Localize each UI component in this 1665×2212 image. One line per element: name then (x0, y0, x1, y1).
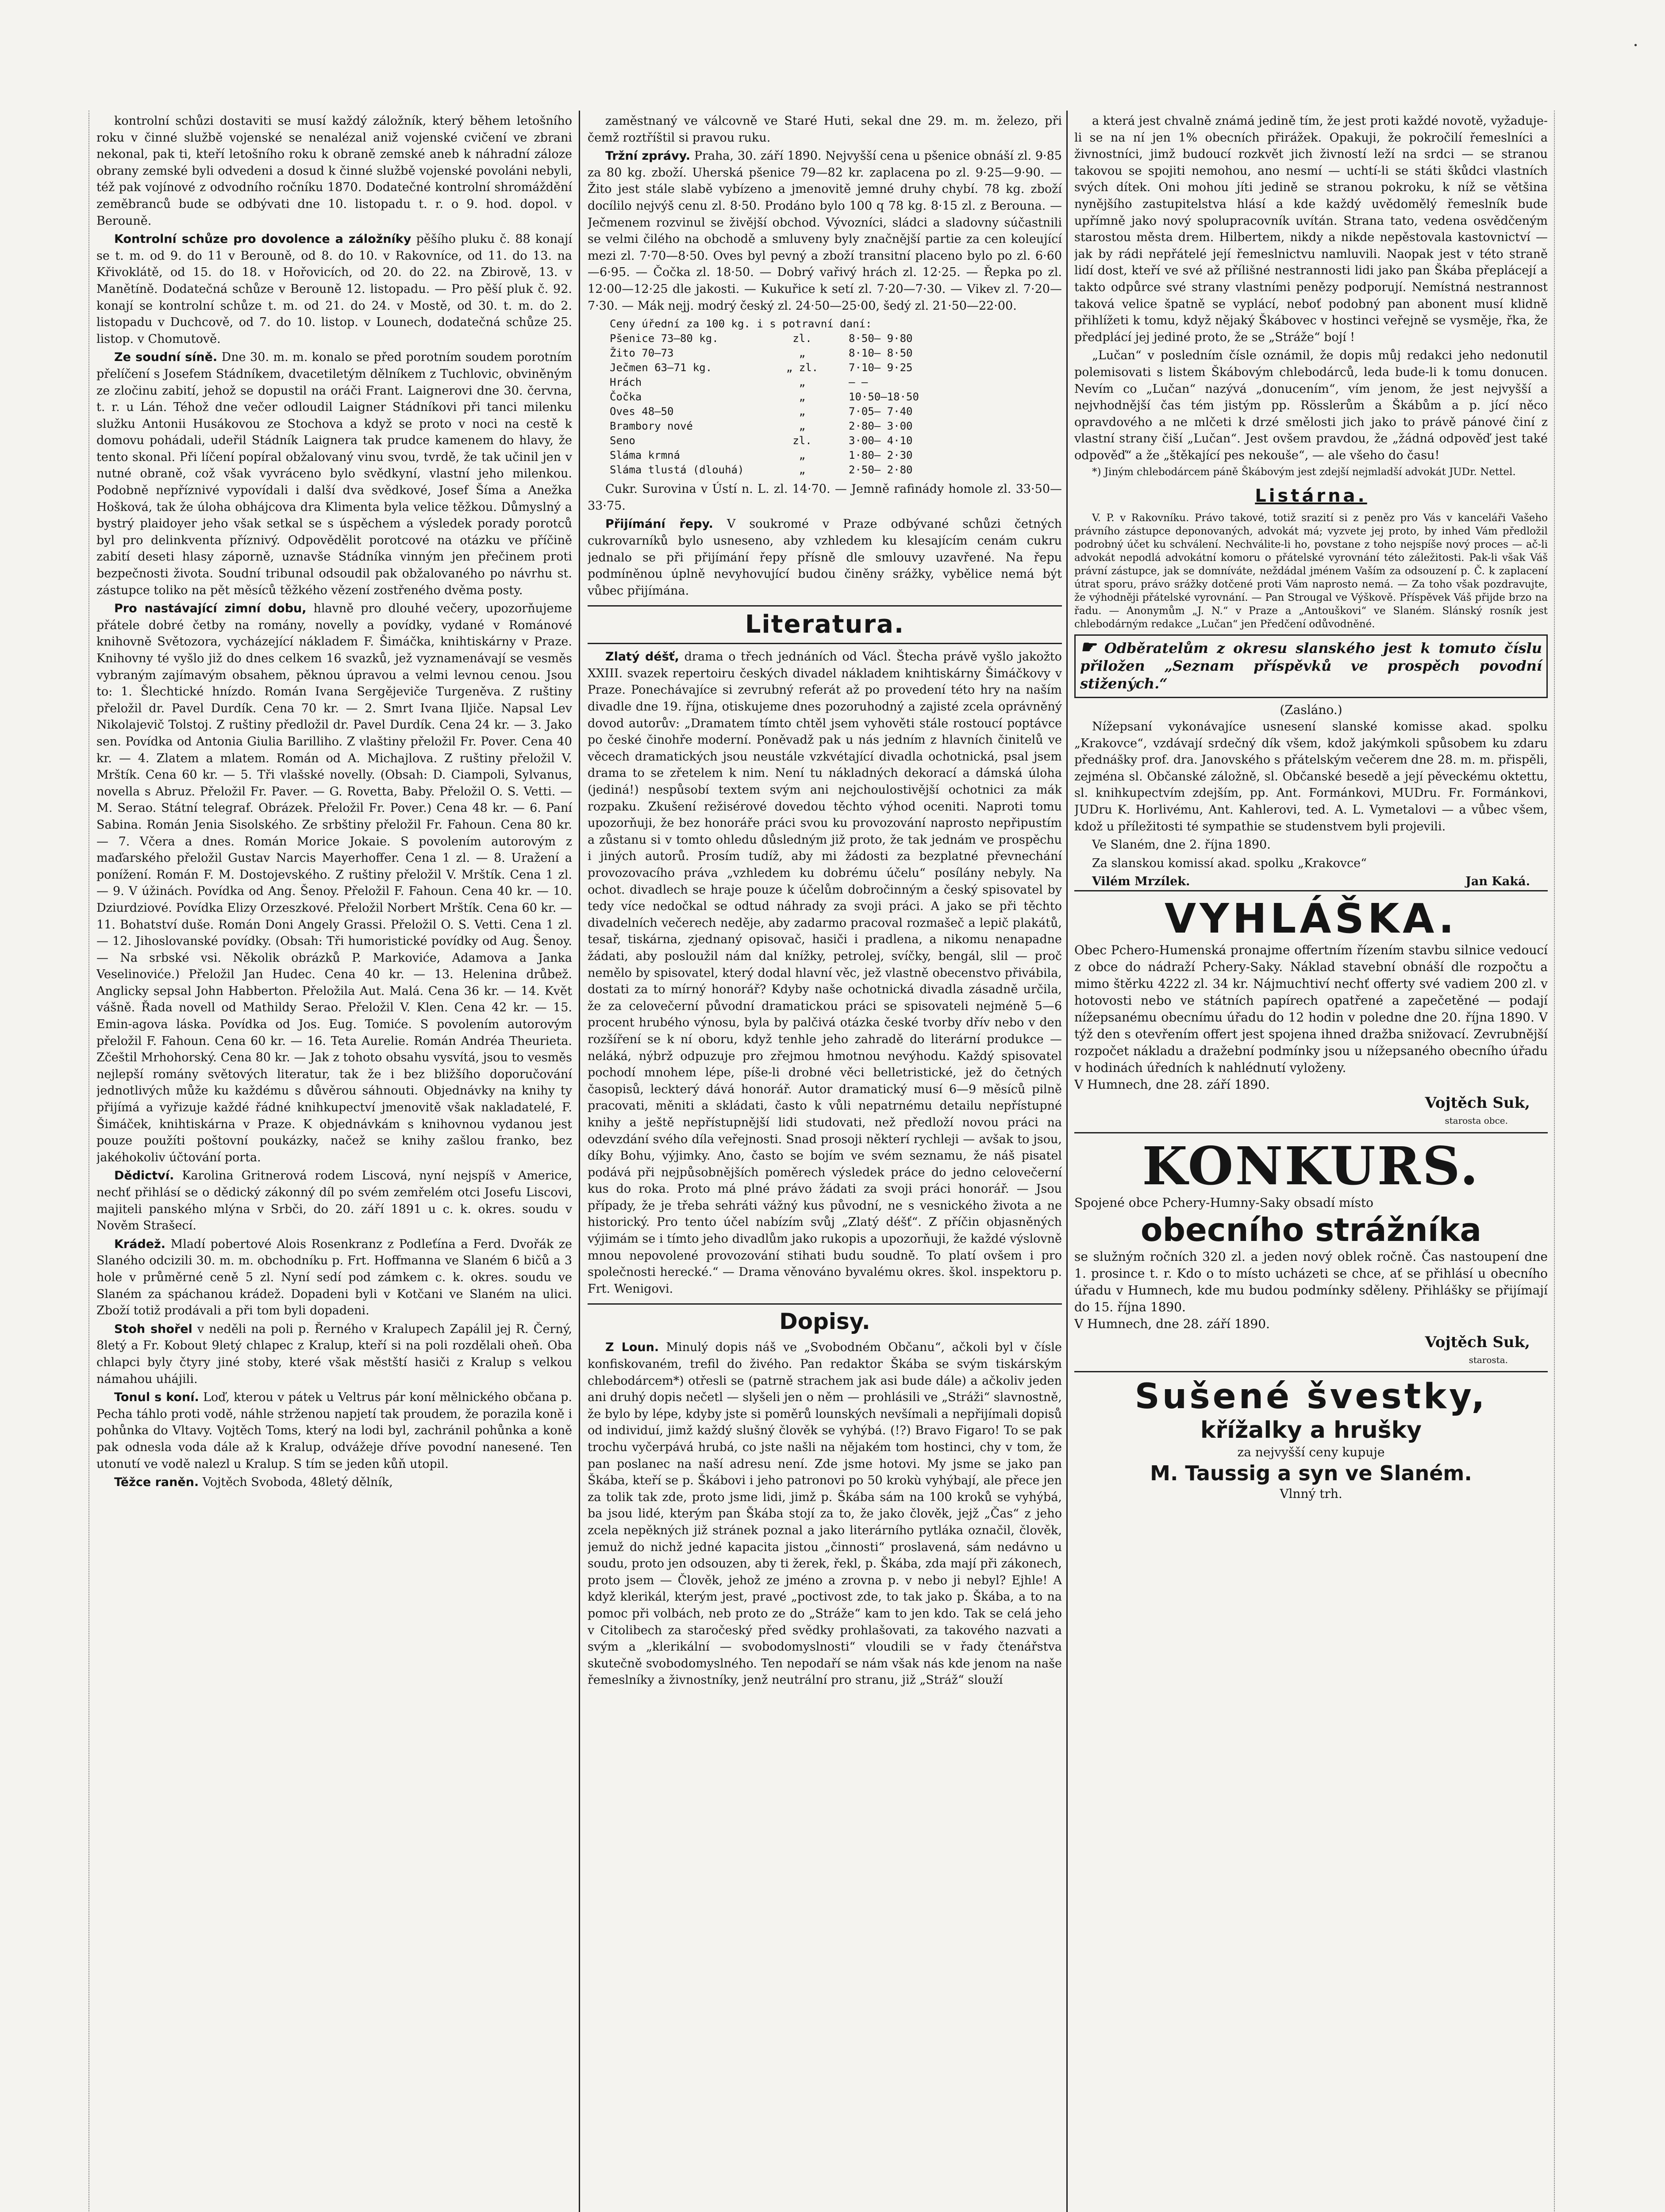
article-paragraph: Pro nastávající zimní dobu, hlavně pro dlouhé večery, upozorňujeme přátele dobré četby na romány, novelly a povídky, vydané v Románové knihovně Světozora, vycházející nákladem F. Šimáčka, knihtiskárny v Praze. Knihovny té vyšlo již do dnes celkem 16 svazků, jež vyznamenávají se vesměs vybraným zajímavým obsahem, pěknou úpravou a velmi levnou cenou. Jsou to: 1. Šlechtické hnízdo. Román Ivana Sergějeviče Turgeněva. Z ruštiny přeložil dr. Pavel Durdík. Cena 70 kr. — 2. Smrt Ivana Iljiče. Napsal Lev Nikolajevič Tolstoj. Z ruštiny předložil dr. Pavel Durdík. Cena 24 kr. — 3. Jako sen. Povídka od Antonia Giulia Barilliho. Z vlaštiny přeložil Fr. Pover. Cena 40 kr. — 4. Zlatem a mlatem. Román od A. Michajlova. Z ruštiny přeložil V. Mrštík. Cena 60 kr. — 5. Tři vlašské novelly. (Obsah: D. Ciampoli, Sylvanus, novella s Abruz. Přeložil Fr. Paver. — G. Rovetta, Baby. Přeložil O. S. Vetti. — M. Serao. Státní telegraf. Obrázek. Přeložil Fr. Pover.) Cena 48 kr. — 6. Paní Sabina. Román Jenia Sisolského. Ze srbštiny přeložil Fr. Fahoun. Cena 80 kr. — 7. Včera a dnes. Román Morice Jokaie. S povolením autorovým z maďarského přeložil Gustav Narcis Mayerhoffer. Cena 1 zl. — 8. Uražení a ponížení. Román F. M. Dostojevského. Z ruštiny přeložil V. Mrštík. Cena 1 zl. — 9. V úžinách. Povídka od Ang. Šenoy. Přeložil F. Fahoun. Cena 40 kr. — 10. Dziurdziové. Povídka Elizy Orzeszkové. Přeložil Norbert Mrštík. Cena 60 kr. — 11. Bohatství duše. Román Doni Angely Grassi. Přeložil O. S. Vetti. Cena 1 zl. — 12. Jihoslovanské povídky. (Obsah: Tři humoristické povídky od Aug. Šenoy. — Na srbské vsi. Několik obrázků P. Markoviće, Adamova a Janka Veselinoviće.) Přeložil Jan Hudec. Cena 40 kr. — 13. Helenina drůbež. Anglicky sepsal John Habberton. Přeložila Aut. Malá. Cena 36 kr. — 14. Květ vášně. Řada novell od Mathildy Serao. Přeložil V. Klen. Cena 42 kr. — 15. Emin-agova láska. Povídka od Jos. Eug. Tomiće. S povolením autorovým přeložil F. Fahoun. Cena 60 kr. — 16. Teta Aurelie. Román Andréa Theurieta. Zčeštil Mrhohorský. Cena 80 kr. — Jak z tohoto obsahu vysvítá, jsou to vesměs nejlepší romány světových literatur, tak že i bez bližšího doporučování jednotlivých může ku každému s důvěrou sáhnouti. Objednávky na knihy ty přijímá a vyřizuje každé řádné knihkupectví jmenovitě však nakladatelé, F. Šimáček, knihtiskárna v Praze. K objednávkám s knihovnou vydanou jest pouze použíti poštovní poukázky, načež se knihy zašlou franko, bez jakéhokoliv účtování porta. (96, 602, 572, 1164)
page-corner-mark: · (1633, 35, 1638, 56)
continued-paragraph: a která jest chvalně známá jedině tím, že jest proti každé novotě, vyžaduje-li se na ní jen 1% obecních přirážek. Opakuji, že pokročilí řemeslníci a živnostníci, jimž budoucí rozkvět jich živností leží na srdci — se stranou takovou se spojiti nemohou, ano nesmí — uchtí-li se státi škůdci vlastních svých dítek. Oni mohou jíti jedině se stranou pokroku, k níž se většina nynějšího zastupitelstva hlásí a kde každý uvědomělý řemeslník bude upřímně jako nový spolupracovník uvítán. Strana tato, vedena osvědčeným starostou města drem. Hilbertem, nikdy a nikde nepěstovala kastovnictví — jak by rádi nepřátelé její řemeslnictvu namluvili. Naopak jest v této straně lidí dost, kteří ve své až přílišné nestrannosti lidi jako pan Škába přeplácejí a takto odpůrce své strany vlastními penězy podporují. Nemístná nestrannost taková velice špatně se vyplácí, neboť podobný pan abonent musí klidně přihlížeti k tomu, když nějaký Škábovec v hostinci veřejně se vysměje, řka, že předplácí jej jediné proto, že se „Stráže“ bojí ! (1074, 114, 1548, 344)
signature-right: Jan Kaká. (1465, 875, 1530, 889)
ad-svestky (1074, 1371, 1548, 1505)
price-table (610, 317, 1062, 477)
article-paragraph: Tonul s koní. Loď, kterou v pátek u Veltrus pár koní mělnického občana p. Pecha táhlo proti vodě, náhle strženou napjetí tak proudem, že porazila koně i pohůnka do Vltavy. Vojtěch Toms, který na lodi byl, zachránil pohůnka a koně pak odnesla voda dále až k Kralup, odvážeje dříve povodní nanesené. Ten utonutí ve vodě nalezl u Kralup. S tím se jeden kůň utopil. (96, 1390, 572, 1471)
price-row: Oves 48—50 „ 7·05— 7·40 (610, 405, 913, 418)
pointing-hand-icon: ☛ (1080, 637, 1096, 658)
listarna-text: V. P. v Rakovníku. Právo takové, totiž srazití si z peněz pro Vás v kanceláři Vašeho právního zástupce deponovaných, advokát má; vyzvete jej proto, by inhed Vám předložil podrobný účet ku schválení. Nechválite-li ho, povstane z toho nejspíše nový proces — ač-li advokát nepodlá advokátní komoru o přátelské vyrovnání této záležitosti. Pak-li však Váš právní zástupce, jak se domníváte, neždádal jménem Vaším za odsouzení p. Č. k zaplacení útrat sporu, právo srážky dotčené proti Vám naprosto nemá. — Za toho však pozdravujte, že výhodněji přátelské vyrovnání. — Pan Strougal ve Výškově. Příspěvek Váš přijde brzo na řadu. — Anonymům „J. N.“ v Praze a „Antouškovi“ ve Slaném. Slánský rosník jest chlebodárným redakce „Lučan“ jen Předčení odůvodněné. (1074, 512, 1548, 630)
zaslano-date: Ve Slaném, dne 2. října 1890. (1092, 838, 1271, 852)
article-paragraph: Stoh shořel v neděli na poli p. Řerného v Kralupech Zapálil jej R. Černý, 8letý a Fr. Kobout 9letý chlapec z Kralup, kteří si na poli rozdělali oheň. Oba chlapci byly čtyry jiné stoby, které však městští hasiči z Kralup s velkou námahou uhájili. (96, 1322, 572, 1386)
konkurs-signature: Vojtěch Suk, (1425, 1333, 1530, 1351)
column-2 (588, 113, 1062, 2212)
subscriber-notice: ☛ Odběratelům z okresu slanského jest k tomuto číslu přiložen „Seznam příspěvků ve prospěch povodní stižených.“ (1074, 634, 1548, 698)
konkurs-title: KONKURS. (1142, 1135, 1480, 1197)
vyhlaska-text: Obec Pchero-Humenská pronajme offertním řízením stavbu silnice vedoucí z obce do nádraží Pchery-Saky. Náklad stavební obnáší dle rozpočtu a mimo štěrku 4222 zl. 34 kr. Nájmuchtiví nechť offerty své vadiem 200 zl. v hotovosti nebo ve státních papírech opatřené a zapečetěné — podají nížepsanému obecnímu úřadu do 12 hodin v poledne dne 20. října 1890. V týž den s otevřením offert jest spojena ihned dražba snižovací. Zevrubnější rozpočet nákladu a dražební podmínky jsou u nížepsaného obecního úřadu v hodinách úředních k nahlédnutí vyloženy. (1074, 943, 1548, 1075)
article-paragraph: Dědictví. Karolina Gritnerová rodem Liscová, nyní nejspíš v Americe, nechť přihlásí se o dědický zákonný díl po svém zemřelém otci Josefu Liscovi, majiteli panského mlýna v Srbči, do 20. září 1891 u c. k. okres. soudu v Nověm Strašecí. (96, 1169, 572, 1233)
signature-left: Vilém Mrzílek. (1092, 875, 1190, 889)
konkurs-role: starosta. (1469, 1354, 1508, 1365)
zaslano-for: Za slanskou komissí akad. spolku „Krakovce“ (1092, 856, 1367, 870)
konkurs-intro: Spojené obce Pchery-Humny-Saky obsadí místo (1074, 1195, 1373, 1210)
sugar-price: Cukr. Surovina v Ústí n. L. zl. 14·70. — Jemně rafinády homole zl. 33·50—33·75. (588, 482, 1062, 513)
ad-vyhlaska (1074, 890, 1548, 1132)
article-paragraph: Těžce raněn. Vojtěch Svoboda, 48letý dělník, (114, 1475, 393, 1490)
ad-konkurs (1074, 1132, 1548, 1371)
footnote: *) Jiným chlebodárcem páně Škábovým jest zdejší nejmladší advokát JUDr. Nettel. (1092, 466, 1516, 478)
vyhlaska-signature: Vojtěch Suk, (1425, 1094, 1530, 1112)
article-paragraph: Krádež. Mladí pobertové Alois Rosenkranz z Podleťína a Ferd. Dvořák ze Slaného odcizili 30. m. m. obchodníku p. Frt. Hoffmanna ve Slaném 6 bičů a 3 hole v průměrné ceně 5 zl. Nyní sedí pod zámkem c. k. okres. soudu ve Slaném za spáchanou krádež. Dopadeni byli v Kotčani ve Slaném na ulici. Zboží totiž prodávali a při tom byli dopadeni. (96, 1237, 572, 1318)
price-row: Pšenice 73—80 kg. zl. 8·50— 9·80 (610, 332, 913, 345)
price-table-header: Ceny úřední za 100 kg. i s potravní daní: (610, 318, 872, 330)
page-right-edge (1554, 111, 1555, 2212)
article-paragraph: kontrolní schůzi dostaviti se musí každý záložník, který během letošního roku v činné službě vojenské se nenalézal aniž vojenské cvičení ve zbrani nekonal, pak ti, kteří letošního roku k obraně zemské aneb k náhradní záloze obrany zemské byli odvedeni a dosud k činné službě vojenské povoláni nebyli, též pak vojínové z odvodního ročníku 1870. Dodatečné kontrolní shromáždění zeměbranců bude se odbývati dne 10. listopadu t. r. o 9. hod. dopol. v Berouně. (96, 114, 572, 228)
svestky-subtitle: křížalky a hrušky (1200, 1417, 1422, 1444)
svestky-text: za nejvyšší ceny kupuje (1237, 1445, 1385, 1460)
letter-article: Z Loun. Minulý dopis náš ve „Svobodném Občanu“, ačkoli byl v čísle konfiskovaném, trefil do živého. Pan redaktor Škába se svým tiskárským chlebodárcem*) otřesli se (patrně strachem jak asi bude dále) a ačkoliv jeden ani druhý dopis nečetl — slyšeli jen o něm — prohlásili ve „Stráži“ slavnostně, že bylo by lépe, kdyby jste si poměrů lounských nevšímali a nepřijímali dopisů od individuí, jimž každý slušný člověk se vyhýbá. (!?) Bravo Figaro! To se pak trochu vyčerpává hrubá, co jste našli na nějakém tom hostinci, chy v tom, že pan poslanec na naší adresu není. Zde jsme hotovi. My jsme se jako pan Škába, kteří se p. Škábovi i jeho patronovi po 50 krokù vyhýbají, ale přece jen za tolik tak zde, proto jsme lidi, jimž p. Škába sám na 100 kroků se vyhýbá, ba jsou lidé, kterým pan Škába stojí za to, že jako člověk, jejž „Čas“ z jeho zcela nepěkných již stránek poznal a jako literárního pytláka označil, člověk, jemuž do nichž jedné kapacita jistou „činnosti“ proslavená, sám nedávno u soudu, proto jen odsouzen, aby ti žerek, řekl, p. Škába, zda mají při zákonech, proto jsem — Člověk, jehož ze jméno a zrovna p. v nebo ji nebyl? Ejhle! A když klerikál, kterým jest, pravé „poctivost zde, to tak jako p. Škába, a to na pomoc při volbách, neb proto ze do „Stráže“ kam to jen kdo. Tak se celá jeho v Citolibech za staročeský před svědky prohlašovati, za takového nazvati a svým a „klerikální — svobodomyslnosti“ vloudili se v řady čtenářstva skutečně svobodomyslného. Ten nepodaří se nám však nás kde jenom na naše řemeslníky a živnostníky, jenž neutrální pro stranu, již „Stráž“ slouží (588, 1340, 1062, 1687)
column-1 (96, 113, 572, 2212)
vyhlaska-date: V Humnech, dne 28. září 1890. (1074, 1077, 1270, 1092)
column-rule-1 (579, 111, 580, 2212)
price-row: Čočka „ 10·50—18·50 (610, 391, 919, 403)
price-row: Ječmen 63—71 kg. „ zl. 7·10— 9·25 (610, 361, 913, 374)
article-paragraph: Kontrolní schůze pro dovolence a záložníky pěšího pluku č. 88 konají se t. m. od 9. do 11 v Berouně, od 8. do 10. v Rakovníce, od 11. do 13. na Křivoklátě, od 15. do 18. v Hořovicích, od 20. do 22. na Zbirově, 13. v Manětíně. Dodatečná schůze v Berouně 12. listopadu. — Pro pěší pluk č. 92. konají se kontrolní schůze t. m. od 21. do 24. v Mostě, od 30. t. m. do 2. listopadu v Duchcově, od 7. do 10. listop. v Lounech, dodatečná schůze 25. listop. v Chomutově. (96, 232, 572, 346)
column-rule-2 (1066, 111, 1068, 2212)
zaslano-signatures (1074, 873, 1548, 890)
svestky-title: Sušené švestky, (1134, 1377, 1488, 1417)
konkurs-date: V Humnech, dne 28. září 1890. (1074, 1316, 1270, 1331)
column-3 (1074, 113, 1548, 2212)
article-paragraph: „Lučan“ v posledním čísle oznámil, že dopis můj redakci jeho nedonutil polemisovati s listem Škábovým chlebodárců, leda bude-li k tomu donucen. Nevím co „Lučan“ nazývá „donucením“, vím jenom, že jest nejvyšší a nejvhodnější čas tém jistým pp. Rösslerům a Škábům a p. jící něco opravdového a ne mlčeti k drzé smělosti jich jako to právě pánové činí z vlastní strany čiší „Lučan“. Jest ovšem pravdou, že „žádná odpověď jest také odpověď“ a že „štěkající pes nekouše“, — ale všeho do času! (1074, 349, 1548, 462)
konkurs-text: se služným ročních 320 zl. a jeden nový oblek ročně. Čas nastoupení dne 1. prosince t. r. Kdo o to místo ucházeti se chce, ať se přihlásí u obecního úřadu v Humnech, kde mu budou podmínky sděleny. Přihlášky se přijímají do 15. října 1890. (1074, 1249, 1548, 1314)
price-row: Žito 70—73 „ 8·10— 8·50 (610, 347, 913, 360)
section-heading-dopisy: Dopisy. (588, 1303, 1062, 1335)
beet-report: Přijímání řepy. V soukromé v Praze odbývané schůzi četných cukrovarníků bylo usneseno, aby vzhledem ku klesajícím cenám cukru jednalo se při přijímání řepy přísně dle smlouvy uzavřené. Na řepu podmíněnou úplně nevyhovující budou činěny srážky, vybělice nemá být vůbec přijímána. (588, 517, 1062, 598)
article-paragraph: Ze soudní síně. Dne 30. m. m. konalo se před porotním soudem porotním přelíčení s Josefem Stádníkem, dvacetiletým dělníkem z Tuchlovic, obviněným ze zločinu zabití, jehož se dopustil na oráči Frant. Laignerovi dne 30. června, t. r. u Lán. Téhož dne večer odloudil Laigner Stádníkovi při tanci milenku služku Antonii Husákovou ze Stochova a když se proto v noci na cestě k domovu pohádali, udeřil Stádník Laignera tak prudce kamenem do hlavy, že tento skonal. Při líčení popíral obžalovaný vinu svou, tvrdě, že tak učinil jen v nutné obraně, což však vyvráceno bylo svědkyní, vlastní jeho milenkou. Podobně nepříznivé vypovídali i další dva svědkové, Josef Šíma a Anežka Hošková, tak že úloha obhájcova dra Klimenta byla velice těžkou. Důmyslný a bystrý plaidoyer jeho však setkal se s úspěchem a výsledek porady porotců byl pro delinkventa příznivý. Odpovědělit porotcové na otázku ve příčině zabití deseti hlasy záporně, uznavše Stádníka vinným jen přečinem proti bezpečnosti života. Soudní tribunal odsoudil pak obžalovaného po návrhu st. zástupce toliko na pět měsíců těžkého vězení zostřeného dvěma posty. (96, 350, 572, 597)
vyhlaska-title: VYHLÁŠKA. (1164, 895, 1458, 942)
zaslano-label: (Zasláno.) (1280, 703, 1342, 718)
section-heading-literatura: Literatura. (588, 605, 1062, 644)
vyhlaska-role: starosta obce. (1445, 1115, 1508, 1126)
literature-article: Zlatý déšť, drama o třech jednáních od Václ. Štecha právě vyšlo jakožto XXIII. svazek repertoiru českých divadel nákladem knihtiskárny Šimáčkovy v Praze. Ponechávajíce si zevrubný referát až po provedení této hry na naším divadle dne 19. října, otiskujeme dnes pozoruhodný a zajisté zcela oprávněný dovod autorův: „Dramatem tímto chtěl jsem vyhověti stále rostoucí poptávce po české činohře moderní. Poněvadž pak u nás jedním z hlavních činitelů ve věcech dramatických jsou neustále vzkvétající divadla ochotnická, psal jsem drama to se zřetelem k nim. Není tu nákladných dekorací a dámská úloha (jediná!) nespůsobí textem svým ani nejchoulostivější ochotnici za mák rozpaku. Zkušení režisérové dovedou těchto výhod oceniti. Naproti tomu upozorňuji, že bez honoráře práci svou ku provozování naprosto nepřipustím a zůstanu si v tomto ohledu důsledným již proto, že tak jednám ve prospěchu i jiných autorů. Prosím tudíž, aby mi žádosti za bezplatné převnechání provozovacího práva „vzhledem ku dobrému účelu“ posílány nebyly. Na ochot. divadlech se hraje pouze k účelům dobročinným a český spisovatel by tedy více nedočkal se odtud náhrady za svoji práci. A jako se při těchto divadelních večerech neděje, aby zadarmo pracoval rozmašeč a lepič plakátů, tesař, tiskárna, zjednaný opisovač, hasiči i pradlena, a nikomu nenapadne žádati, aby posloužil nám dal knížky, petrolej, svíčky, bengál, slil — proč nemělo by spisovatel, který dodal hlavní věc, jež vlastně obecenstvo přivábila, dostati za to mírný honorář? Kdyby naše ochotnická divadla zásadně určila, že za celovečerní původní dramatickou práci se spisovateli nejméně 5—6 procent hrubého výnosu, byla by palčivá otázka české tvorby dřív nebo v den rozšíření se k ní oboru, když tenhle jeho zahradě do literární produkce — neláká, nýbrž odpuzuje pro zřejmou hmotnou nevýhodu. Každý spisovatel pochodí mnohem lépe, píše-li drobné věci belletristické, jež do četných časopisů, leckterý dává honorář. Autor dramatický musí 6—9 měsíců pilně pracovati, měniti a skládati, často k vůli nepatrnému detailu nepřístupné knihy a ještě nepřístupnější lidi studovati, než předloží novou práci na odevzdání svého díla veřejnosti. Snad prosoji některí rychleji — avšak to jsou, díky Bohu, výjimky. Ano, často se bojím ve svém seznamu, že náš pisatel podává při nejpůsobnějších poměrech výsledek práce do jedno celovečerní kus do roka. Proto má plné právo žádati za svoji práci honorář. — Jsou případy, že je třeba sehráti vážný kus původní, ne s vesnického života a ne historický. Pro tento účel nabízím svůj „Zlatý déšť“. Z příčin objasněných výjimám se i tímto jeho divadlům jako rukopis a upozorňuji, že každé výslovně mnou nepovolené provozování stihati budu soudně. To platí ovšem i pro společnosti herecké.“ — Drama věnováno byvalému okres. škol. inspektoru p. Frt. Wenigovi. (588, 650, 1062, 1296)
price-row: Sláma tlustá (dlouhá) „ 2·50— 2·80 (610, 464, 913, 476)
section-heading-listarna: Listárna. (1255, 486, 1367, 507)
price-row: Hrách „ — — (610, 376, 868, 389)
svestky-merchant: M. Taussig a syn ve Slaném. (1150, 1461, 1472, 1486)
price-row: Sláma krmná „ 1·80— 2·30 (610, 449, 913, 462)
price-row: Brambory nové „ 2·80— 3·00 (610, 420, 913, 433)
price-row: Seno zl. 3·00— 4·10 (610, 434, 913, 447)
zaslano-text: Nížepsaní vykonávajíce usnesení slanské komisse akad. spolku „Krakovce“, vzdávají srdečný dík všem, kdož jakýmkoli spůsobem ku zdaru přednášky prof. dra. Janovského s přátelským večerem dne 28. m. m. přispěli, zejména sl. Občanské záložně, sl. Občanské besedě a její pěveckému oktettu, sl. knihkupectvím zdejším, pp. Ant. Formánkovi, MUDru. Fr. Formánkovi, JUDru K. Horlivému, Ant. Kahlerovi, ted. A. L. Vymetalovi — a vůbec všem, kdož u příležitosti té sympathie se studenstvem byli projevili. (1074, 720, 1548, 833)
continued-paragraph: zaměstnaný ve válcovně ve Staré Huti, sekal dne 29. m. m. železo, při čemž roztříštil si pravou ruku. (588, 114, 1062, 145)
market-report: Tržní zprávy. Praha, 30. září 1890. Nejvyšší cena u pšenice obnáší zl. 9·85 za 80 kg. zboží. Uherská pšenice 79—82 kr. zaplacena po zl. 9·25—9·90. — Žito jest stále slabě vybízeno a jmenovitě jemné druhy chybí. 78 kg. zboží docílilo nejvýš cenu zl. 8·50. Prodáno bylo 100 q 78 kg. 8·15 zl. z Berouna. — Ječmenem rozvinul se živější obchod. Vývozníci, sládci a sladovny súčastnili se velmi čilého na obchodě a smluveny byly značnější partie za cen koleující mezi zl. 7·70—8·50. Oves byl pevný a zboží transitní placeno bylo po zl. 6·60—6·95. — Čočka zl. 18·50. — Dobrý vařivý hrách zl. 12·25. — Řepka po zl. 12·00—12·25 dle jakosti. — Kukuřice k setí zl. 7·20—7·30. — Vikev zl. 7·20—7·30. — Mák nejj. modrý český zl. 24·50—25·00, šedý zl. 21·50—22·00. (588, 149, 1062, 313)
page-left-edge (88, 111, 89, 2212)
svestky-place: Vlnný trh. (1280, 1486, 1342, 1502)
konkurs-position: obecního strážníka (1141, 1211, 1481, 1248)
